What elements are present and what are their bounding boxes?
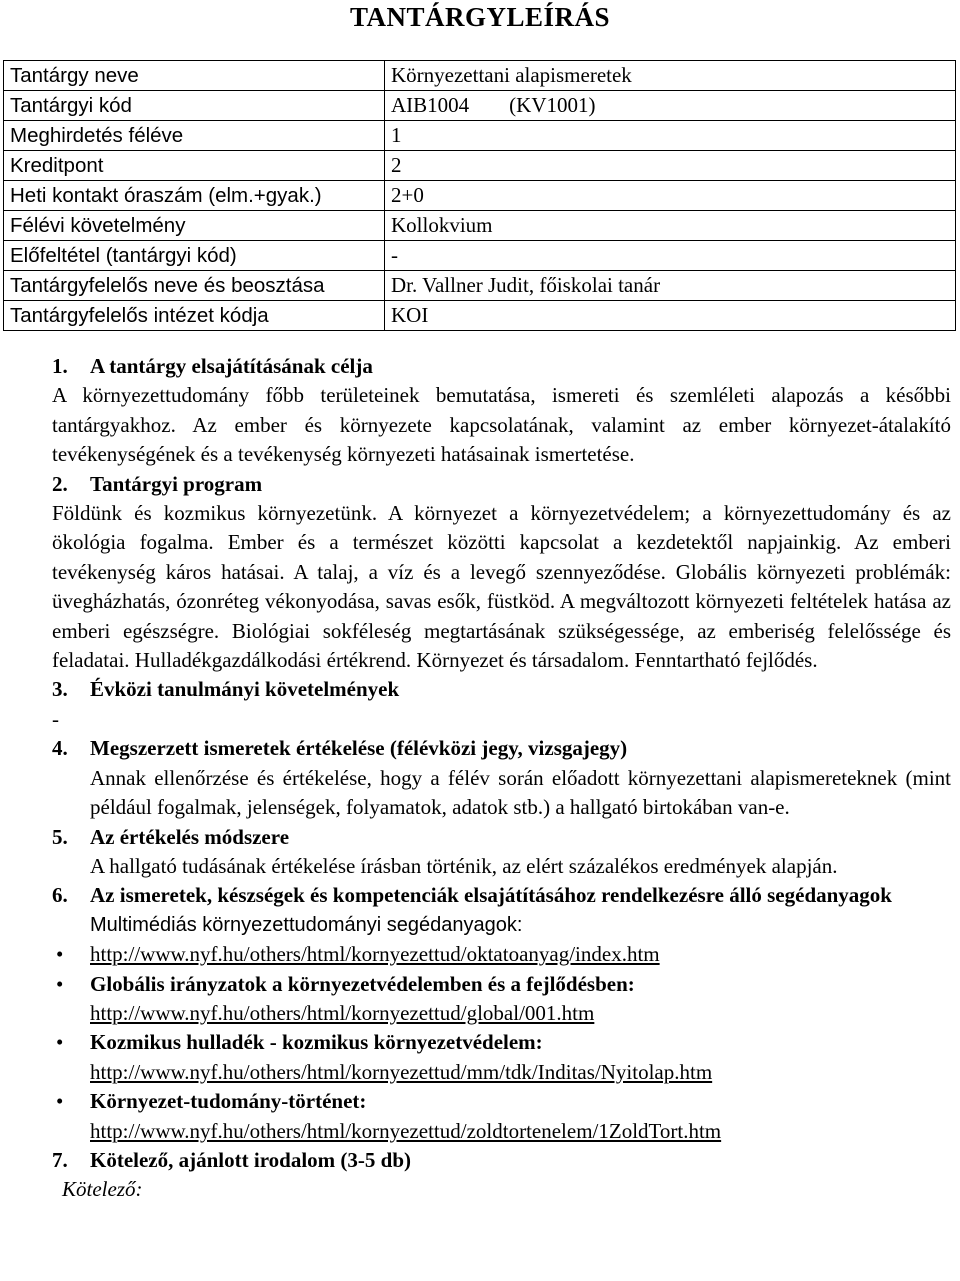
- info-key: Félévi követelmény: [4, 211, 385, 241]
- section-7-subheading: Kötelező:: [62, 1177, 143, 1202]
- info-row: [4, 271, 956, 301]
- info-value: [385, 241, 956, 271]
- bullet-icon: •: [56, 942, 64, 967]
- info-value: [385, 301, 956, 331]
- section-title: Kötelező, ajánlott irodalom (3-5 db): [90, 1147, 411, 1172]
- resource-list: [52, 940, 951, 1146]
- info-value: [385, 271, 956, 301]
- info-row: [4, 181, 956, 211]
- section-number: 4.: [52, 736, 68, 761]
- resource-label: Kozmikus hulladék - kozmikus környezetvédelem:: [90, 1030, 543, 1055]
- info-value-text: Környezettani alapismeretek: [391, 63, 632, 87]
- section-title: Az értékelés módszere: [90, 824, 290, 849]
- section-2-heading: [52, 470, 951, 499]
- info-value-text: Kollokvium: [391, 213, 493, 237]
- info-value: [385, 151, 956, 181]
- section-7-heading: [52, 1146, 951, 1175]
- info-row: [4, 211, 956, 241]
- info-row: [4, 301, 956, 331]
- info-value-extra: (KV1001): [509, 93, 596, 117]
- resource-link[interactable]: http://www.nyf.hu/others/html/kornyezettud/global/001.htm: [90, 1000, 595, 1025]
- section-title: Megszerzett ismeretek értékelése (félévközi jegy, vizsgajegy): [90, 736, 628, 761]
- info-row: [4, 91, 956, 121]
- section-5-text: A hallgató tudásának értékelése írásban történik, az elért százalékos eredmények alapján.: [90, 853, 838, 878]
- info-key: Előfeltétel (tantárgyi kód): [4, 241, 385, 271]
- section-number: 7.: [52, 1147, 68, 1172]
- section-number: 6.: [52, 883, 68, 908]
- section-number: 3.: [52, 677, 68, 702]
- info-value: [385, 121, 956, 151]
- resource-label: Környezet-tudomány-történet:: [90, 1089, 367, 1114]
- section-title: A tantárgy elsajátításának célja: [90, 354, 373, 378]
- bullet-icon: •: [56, 1089, 64, 1114]
- section-3-heading: [52, 675, 951, 704]
- info-key: Meghirdetés féléve: [4, 121, 385, 151]
- info-value: [385, 211, 956, 241]
- resource-item: [52, 970, 951, 1029]
- info-value-text: 2+0: [391, 183, 424, 207]
- resource-link[interactable]: http://www.nyf.hu/others/html/kornyezettud/oktatoanyag/index.htm: [90, 942, 660, 967]
- resource-item: [52, 1028, 951, 1087]
- course-info-table: [3, 60, 956, 331]
- section-number: 1.: [52, 354, 68, 378]
- section-6-heading: [52, 881, 951, 910]
- info-row: [4, 151, 956, 181]
- resource-item: [52, 940, 951, 969]
- info-row: [4, 121, 956, 151]
- section-number: 5.: [52, 824, 68, 849]
- info-value: [385, 181, 956, 211]
- info-value: [385, 61, 956, 91]
- info-value-text: -: [391, 243, 398, 267]
- info-value-text: KOI: [391, 303, 429, 327]
- section-2-text: Földünk és kozmikus környezetünk. A környezet a környezetvédelem; a környezettudomány és az ökológia fogalma. Ember és a természet közötti kapcsolat a kezdetektől napjainkig. Az emberi tevékenység káros hatásai. A talaj, a víz és a levegő szennyeződése. Globális környezeti problémák: üvegházhatás, ózonréteg vékonyodása, savas esők, füstköd. A megváltozott környezeti feltételek hatása az emberi egészségre. Biológiai sokféleség megtartásának szükségessége, az emberiség felelőssége és feladatai. Hulladékgazdálkodási értékrend. Környezet és társadalom. Fenntartható fejlődés.: [52, 501, 951, 673]
- section-number: 2.: [52, 471, 68, 496]
- resource-label: Globális irányzatok a környezetvédelemben és a fejlődésben:: [90, 971, 635, 996]
- info-key: Kreditpont: [4, 151, 385, 181]
- section-4-heading: [52, 734, 951, 763]
- section-1-heading: [52, 352, 951, 381]
- info-key: Heti kontakt óraszám (elm.+gyak.): [4, 181, 385, 211]
- document-body: [52, 352, 951, 1205]
- info-value-text: 2: [391, 153, 402, 177]
- info-value: [385, 91, 956, 121]
- document-title: TANTÁRGYLEÍRÁS: [349, 2, 611, 32]
- info-key: Tantárgyfelelős intézet kódja: [4, 301, 385, 331]
- bullet-icon: •: [56, 1030, 64, 1055]
- section-3-text: -: [52, 706, 59, 731]
- resource-link[interactable]: http://www.nyf.hu/others/html/kornyezettud/mm/tdk/Inditas/Nyitolap.htm: [90, 1059, 713, 1084]
- info-value-text: Dr. Vallner Judit, főiskolai tanár: [391, 273, 661, 297]
- resource-link[interactable]: http://www.nyf.hu/others/html/kornyezettud/zoldtortenelem/1ZoldTort.htm: [90, 1118, 722, 1143]
- section-6-intro: Multimédiás környezettudományi segédanyagok:: [90, 913, 523, 936]
- bullet-icon: •: [56, 971, 64, 996]
- section-title: Tantárgyi program: [90, 471, 263, 496]
- info-key: Tantárgyfelelős neve és beosztása: [4, 271, 385, 301]
- info-row: [4, 61, 956, 91]
- info-row: [4, 241, 956, 271]
- info-value-text: 1: [391, 123, 402, 147]
- resource-item: [52, 1087, 951, 1146]
- section-4-text: Annak ellenőrzése és értékelése, hogy a félév során előadott környezettani alapismereteknek (mint például fogalmak, jelenségek, folyamatok, adatok stb.) a hallgató birtokában van-e.: [90, 765, 951, 820]
- info-value-text: AIB1004: [391, 93, 470, 117]
- info-key: Tantárgy neve: [4, 61, 385, 91]
- section-5-heading: [52, 823, 951, 852]
- info-key: Tantárgyi kód: [4, 91, 385, 121]
- section-1-text: A környezettudomány főbb területeinek bemutatása, ismereti és szemléleti alapozás a későbbi tantárgyakhoz. Az ember és környezete kapcsolatának, valamint az ember környezet-átalakító tevékenységének és a tevékenység környezeti hatásainak ismertetése.: [52, 383, 951, 467]
- section-title: Évközi tanulmányi követelmények: [90, 677, 400, 702]
- section-title: Az ismeretek, készségek és kompetenciák elsajátításához rendelkezésre álló segédanyagok: [90, 883, 892, 908]
